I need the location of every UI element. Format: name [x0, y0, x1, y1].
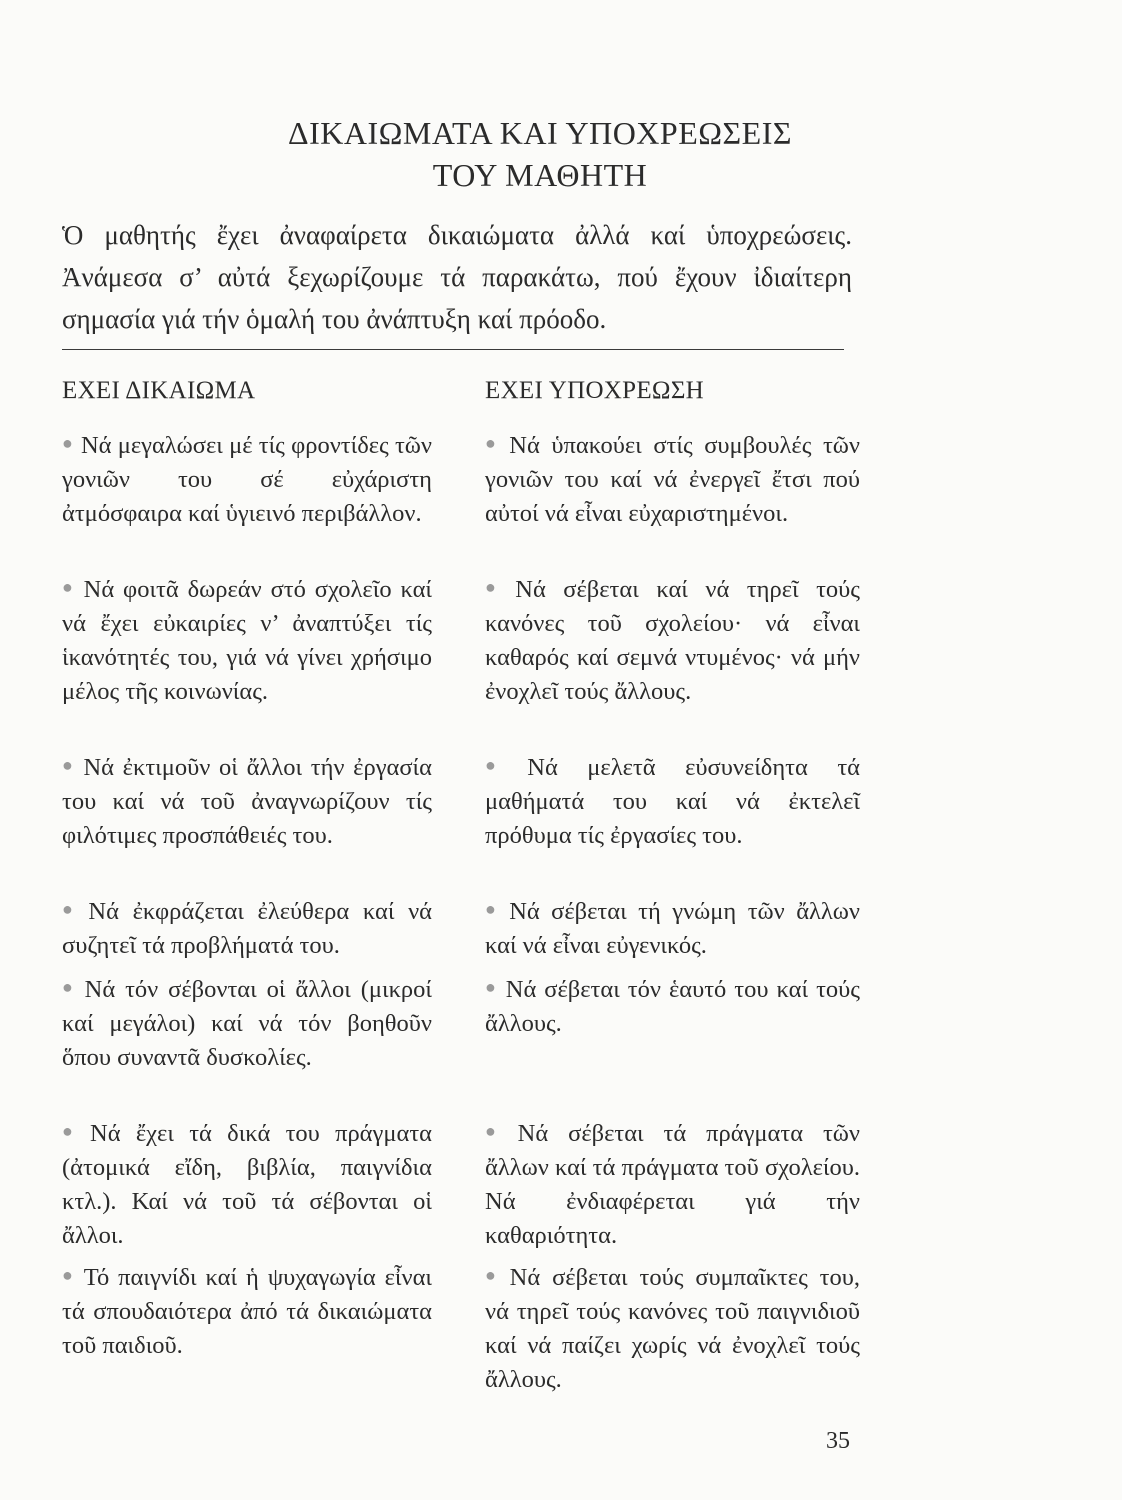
bullet-icon: ● [485, 755, 520, 775]
bullet-icon: ● [62, 1121, 83, 1141]
rights-heading: ΕΧΕΙ ΔΙΚΑΙΩΜΑ [62, 377, 256, 404]
obligations-item: ● Νά ὑπακούει στίς συμβουλές τῶν γονιῶν του καί νά ἐνεργεῖ ἔτσι πού αὐτοί νά εἶναι εὐχαριστημένοι. [485, 432, 860, 527]
bullet-icon: ● [62, 577, 76, 597]
bullet-icon: ● [62, 977, 77, 997]
section-divider [62, 349, 844, 350]
obligations-item: ● Νά σέβεται τούς συμπαῖκτες του, νά τηρεῖ τούς κανόνες τοῦ παιγνιδιοῦ καί νά παίζει χωρίς νά ἐνοχλεῖ τούς ἄλλους. [485, 1264, 861, 1393]
bullet-icon: ● [485, 899, 502, 919]
obligations-item: ● Νά μελετᾶ εὐσυνείδητα τά μαθήματά του καί νά ἐκτελεῖ πρόθυμα τίς ἐργασίες του. [485, 754, 861, 849]
obligations-item: ● Νά σέβεται καί νά τηρεῖ τούς κανόνες τοῦ σχολείου· νά εἶναι καθαρός καί σεμνά ντυμένος· νά μήν ἐνοχλεῖ τούς ἄλλους. [485, 576, 861, 705]
obligations-column [485, 374, 861, 1393]
bullet-icon: ● [485, 1121, 510, 1141]
page-title [130, 112, 950, 196]
bullet-icon: ● [485, 433, 502, 453]
bullet-icon: ● [62, 755, 76, 775]
rights-item: ● Νά ἔχει τά δικά του πράγματα (ἀτομικά εἴδη, βιβλία, παιγνίδια κτλ.). Καί νά τοῦ τά σέβονται οἱ ἄλλοι. [62, 1120, 432, 1249]
bullet-icon: ● [62, 899, 81, 919]
title-line-1: ΔΙΚΑΙΩΜΑΤΑ ΚΑΙ ΥΠΟΧΡΕΩΣΕΙΣ [288, 115, 792, 151]
obligations-item: ● Νά σέβεται τόν ἑαυτό του καί τούς ἄλλους. [485, 976, 860, 1037]
obligations-item: ● Νά σέβεται τά πράγματα τῶν ἄλλων καί τά πράγματα τοῦ σχολείου. Νά ἐνδιαφέρεται γιά τήν καθαριότητα. [485, 1120, 861, 1249]
rights-item: ● Νά τόν σέβονται οἱ ἄλλοι (μικροί καί μεγάλοι) καί νά τόν βοηθοῦν ὅπου συναντᾶ δυσκολίες. [62, 976, 433, 1071]
bullet-icon: ● [62, 1265, 76, 1285]
rights-item: ● Νά ἐκτιμοῦν οἱ ἄλλοι τήν ἐργασία του καί νά τοῦ ἀναγνωρίζουν τίς φιλότιμες προσπάθειές του. [62, 754, 432, 849]
bullet-icon: ● [485, 1265, 502, 1285]
bullet-icon: ● [485, 977, 498, 997]
bullet-icon: ● [62, 433, 73, 453]
obligations-item: ● Νά σέβεται τή γνώμη τῶν ἄλλων καί νά εἶναι εὐγενικός. [485, 898, 860, 959]
rights-item: ● Νά φοιτᾶ δωρεάν στό σχολεῖο καί νά ἔχει εὐκαιρίες ν’ ἀναπτύξει τίς ἱκανότητές του, γιά νά γίνει χρήσιμο μέλος τῆς κοινωνίας. [62, 576, 433, 705]
title-line-2: ΤΟΥ ΜΑΘΗΤΗ [432, 157, 648, 193]
rights-item: ● Τό παιγνίδι καί ἡ ψυχαγωγία εἶναι τά σπουδαιότερα ἀπό τά δικαιώματα τοῦ παιδιοῦ. [62, 1264, 433, 1359]
bullet-icon: ● [485, 577, 508, 597]
obligations-heading: ΕΧΕΙ ΥΠΟΧΡΕΩΣΗ [485, 377, 705, 404]
rights-column [62, 374, 433, 1359]
rights-item: ● Νά ἐκφράζεται ἐλεύθερα καί νά συζητεῖ τά προβλήματά του. [62, 898, 433, 959]
rights-item: ● Νά μεγαλώσει μέ τίς φροντίδες τῶν γονιῶν του σέ εὐχάριστη ἀτμόσφαιρα καί ὑγιεινό περιβάλλον. [62, 432, 433, 527]
intro-paragraph: Ὁ μαθητής ἔχει ἀναφαίρετα δικαιώματα ἀλλά καί ὑποχρεώσεις. Ἀνάμεσα σ’ αὐτά ξεχωρίζουμε τά παρακάτω, πού ἔχουν ἰδιαίτερη σημασία γιά τήν ὁμαλή του ἀνάπτυξη καί πρόοδο. [62, 220, 852, 334]
page-number: 35 [826, 1428, 850, 1454]
